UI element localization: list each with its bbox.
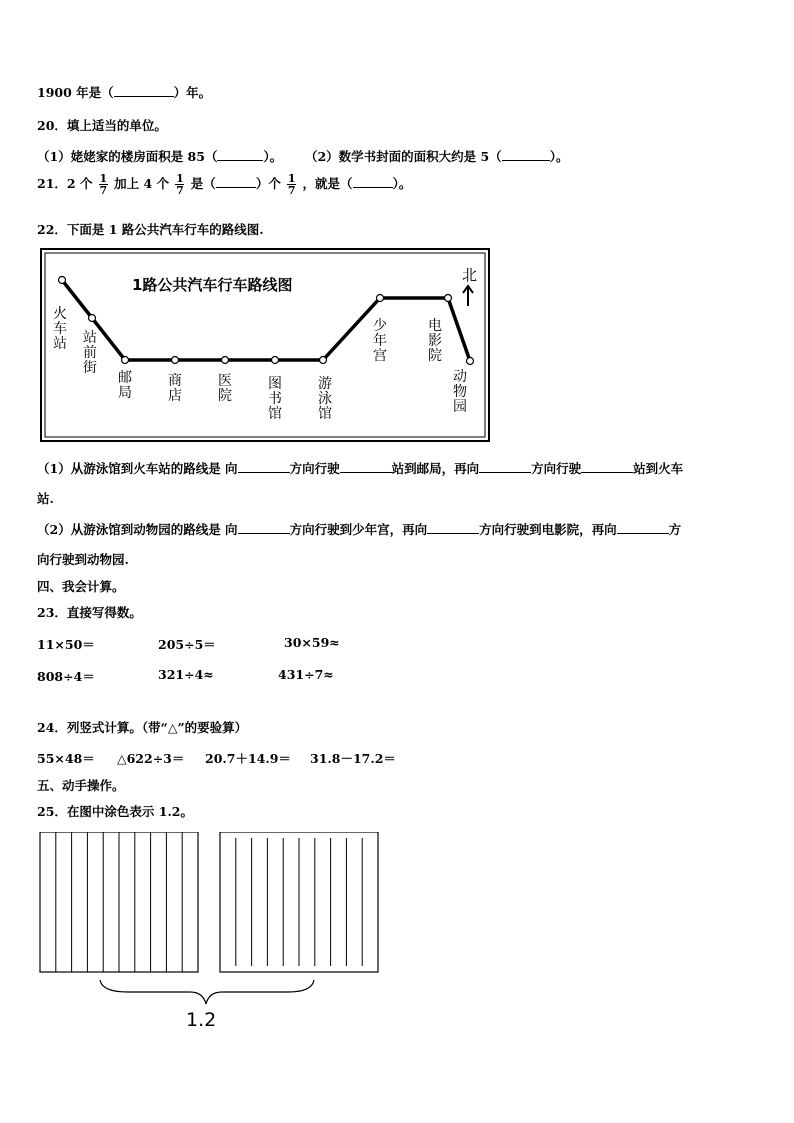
q23-r2-c1: 808÷4＝ [37, 669, 95, 684]
station-label: 动物园 [453, 369, 467, 415]
q22-s1-blank-1[interactable] [238, 460, 290, 473]
q19-pre: 1900 年是（ [37, 85, 114, 100]
q21-mid4: ，就是（ [302, 176, 353, 191]
station-label: 少年宫 [373, 318, 387, 364]
stop-marker [272, 357, 279, 364]
q24-item-3: 20.7＋14.9＝ [205, 751, 291, 766]
q19-tail [37, 83, 211, 101]
stop-marker [320, 357, 327, 364]
q21-num: 21．2 个 [37, 176, 93, 191]
q22-s1-f: 站. [37, 491, 54, 506]
brace-label: 1.2 [186, 1009, 217, 1031]
frac-den: 7 [99, 184, 108, 197]
q22-s1-b: 方向行驶 [289, 461, 340, 476]
stop-marker [445, 295, 452, 302]
station-label: 邮局 [118, 370, 132, 401]
q22-s1-blank-3[interactable] [479, 460, 531, 473]
q22-s1-e: 站到火车 [633, 461, 684, 476]
q20-p1-pre: （1）姥姥家的楼房面积是 85（ [37, 149, 218, 164]
q20-parts [37, 147, 568, 165]
frac-den: 7 [176, 184, 184, 197]
q22-s1-a: （1）从游泳馆到火车站的路线是 向 [37, 461, 238, 476]
q22-s2-b: 方向行驶到少年宫，再向 [289, 522, 428, 537]
bus-route-map [40, 248, 490, 442]
q22-s1-c: 站到邮局，再向 [391, 461, 480, 476]
stop-marker [59, 277, 66, 284]
q23-r1-c3: 30×59≈ [284, 635, 340, 650]
frac-num: 1 [99, 172, 108, 185]
q21-mid3: ）个 [255, 176, 281, 191]
q22-s2-blank-3[interactable] [617, 521, 669, 534]
q22-s2-blank-2[interactable] [427, 521, 479, 534]
q21-mid2: 是（ [190, 176, 216, 191]
north-label: 北 [462, 266, 478, 284]
north-arrow-icon [463, 286, 473, 306]
q23-r1-c1: 11×50＝ [37, 637, 95, 652]
q19-answer-blank[interactable] [114, 84, 174, 97]
q20-p2-blank[interactable] [502, 148, 550, 161]
q21-fraction-1 [99, 173, 108, 196]
stop-marker [89, 315, 96, 322]
q22-s1-blank-2[interactable] [340, 460, 392, 473]
q21-end: ）。 [392, 176, 412, 191]
q22-s2-d: 方 [668, 522, 682, 537]
station-label: 电影院 [428, 318, 442, 364]
q22-s2-e: 向行驶到动物园. [37, 552, 129, 567]
stop-marker [122, 357, 129, 364]
q21-line [37, 173, 411, 196]
shading-grid-figure [38, 832, 383, 1032]
q24-item-1: 55×48＝ [37, 751, 95, 766]
brace-icon [100, 980, 314, 1004]
q21-blank-1[interactable] [216, 175, 256, 188]
q24-item-2: △622÷3＝ [117, 751, 185, 766]
q22-s2-c: 方向行驶到电影院，再向 [479, 522, 617, 537]
q20-p1-post: ）。 [263, 149, 283, 164]
q24-title: 24．列竖式计算。（带“△”的要验算） [37, 720, 248, 735]
q22-s2-a: （2）从游泳馆到动物园的路线是 向 [37, 522, 238, 537]
q22-s1-blank-4[interactable] [581, 460, 633, 473]
q24-item-4: 31.8－17.2＝ [310, 751, 396, 766]
q22-s2-blank-1[interactable] [238, 521, 290, 534]
station-label: 游泳馆 [318, 376, 332, 422]
q20-title: 20．填上适当的单位。 [37, 118, 167, 133]
q19-post: ）年。 [173, 85, 212, 100]
grid-left[interactable] [40, 832, 198, 972]
q20-p2-pre: （2）数学书封面的面积大约是 5（ [304, 149, 502, 164]
q25-title: 25．在图中涂色表示 1.2。 [37, 804, 193, 819]
q23-r2-c3: 431÷7≈ [278, 667, 334, 682]
stop-marker [172, 357, 179, 364]
q21-fraction-2 [175, 173, 184, 196]
station-label: 图书馆 [268, 376, 282, 422]
q21-mid1: 加上 4 个 [114, 176, 170, 191]
q23-r2-c2: 321÷4≈ [158, 667, 214, 682]
q21-fraction-3 [287, 173, 296, 196]
stop-marker [222, 357, 229, 364]
frac-num: 1 [176, 172, 184, 185]
q23-title: 23．直接写得数。 [37, 605, 142, 620]
section-5-heading: 五、动手操作。 [37, 778, 125, 793]
q22-title: 22．下面是 1 路公共汽车行车的路线图. [37, 222, 264, 237]
stop-marker [467, 358, 474, 365]
q22-sub1 [37, 459, 683, 477]
frac-den: 7 [287, 184, 296, 197]
station-label: 医院 [218, 373, 232, 404]
q20-p2-post: ）。 [549, 149, 569, 164]
q22-s1-d: 方向行驶 [531, 461, 582, 476]
q22-sub2 [37, 520, 681, 538]
station-label: 商店 [168, 373, 182, 404]
map-title: 1路公共汽车行车路线图 [132, 276, 293, 294]
q20-p1-blank[interactable] [217, 148, 263, 161]
frac-num: 1 [287, 172, 296, 185]
q21-blank-2[interactable] [353, 175, 393, 188]
station-label: 火车站 [53, 306, 67, 352]
q23-r1-c2: 205÷5＝ [158, 637, 216, 652]
station-label: 站前街 [83, 330, 97, 376]
grid-right[interactable] [220, 832, 378, 972]
section-4-heading: 四、我会计算。 [37, 579, 125, 594]
stop-marker [377, 295, 384, 302]
